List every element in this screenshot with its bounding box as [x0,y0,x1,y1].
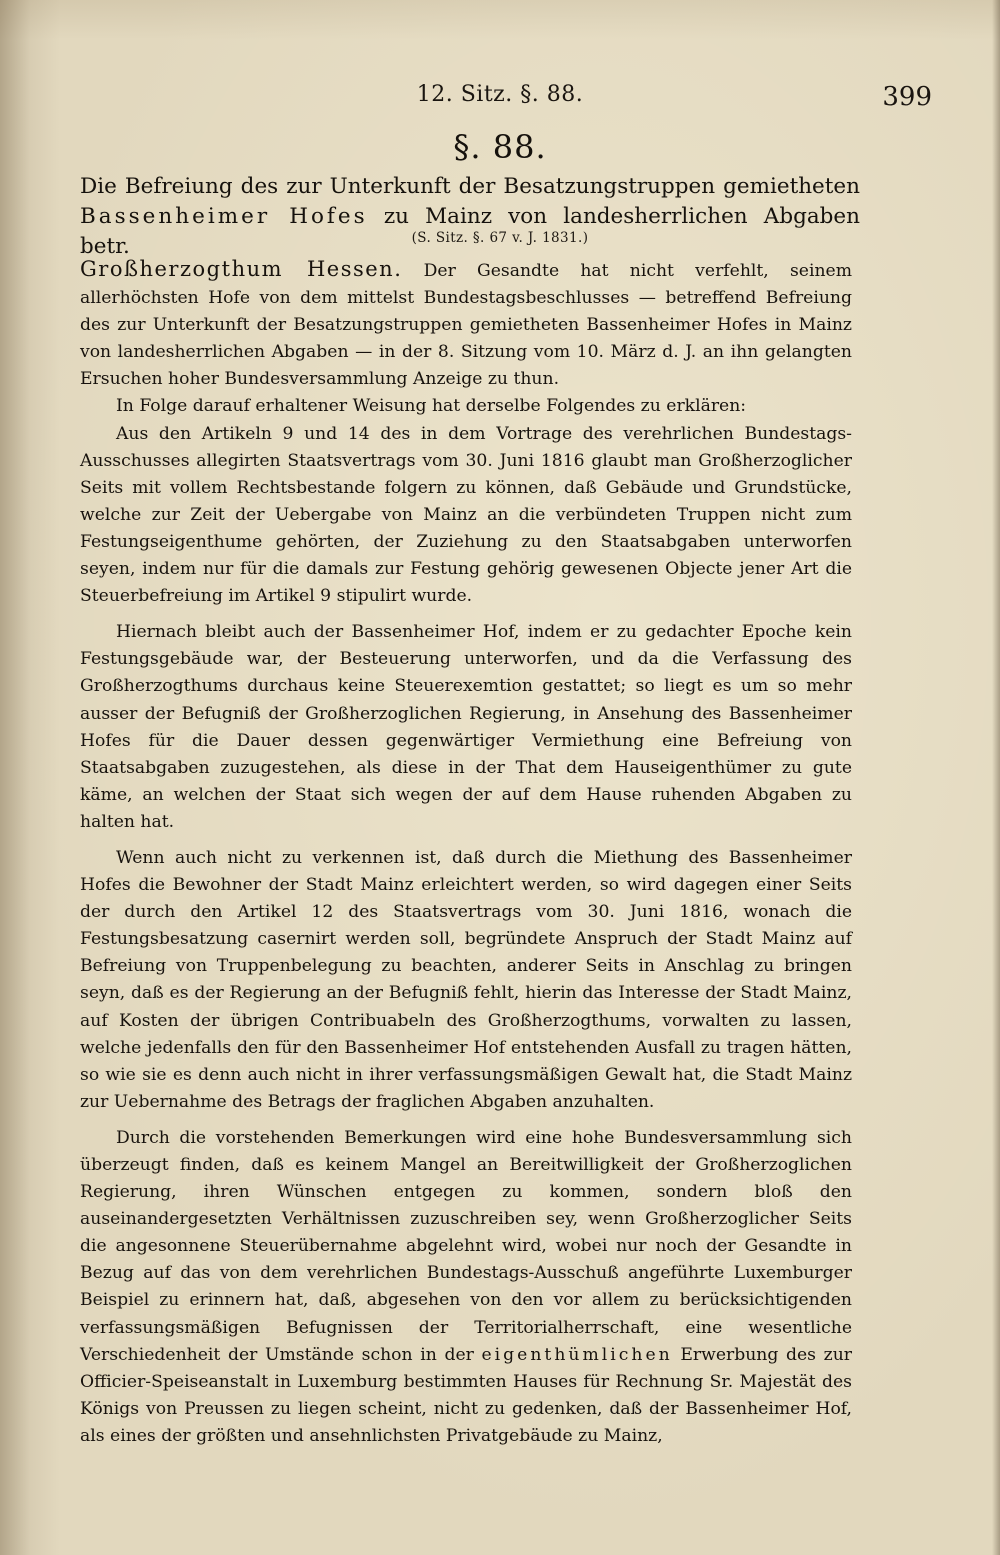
section-title-part2: zu Mainz von landesherrlichen Abgaben betr. [80,204,860,259]
paragraph: Aus den Artikeln 9 und 14 des in dem Vortrage des verehrlichen Bundestags-Ausschusses allegirten Staatsvertrags vom 30. Juni 1816 glaubt man Großherzoglicher Seits mit vollem Rechtsbestande folgern zu können, daß Gebäude und Grundstücke, welche zur Zeit der Uebergabe von Mainz an die verbündeten Truppen nicht zum Festungseigenthume gehörten, der Zuziehung zu den Staatsabgaben unterworfen seyen, indem nur für die damals zur Festung gehörig gewesenen Objecte jener Art die Steuerbefreiung im Artikel 9 stipulirt wurde. [80,423,852,607]
paragraph: In Folge darauf erhaltener Weisung hat derselbe Folgendes zu erklären: [116,396,747,417]
paragraph-text: Erwerbung des zur Officier-Speiseanstalt in Luxemburg bestimmten Hauses für Rechnung Sr. Majestät des Königs von Preussen zu liegen scheint, nicht zu gedenken, daß der Bassenheimer Hof, als eines der größten und ansehnlichsten Privatgebäude zu Mainz, [80,1344,852,1446]
running-title: 12. Sitz. §. 88. [416,82,584,107]
section-title-spaced: Bassenheimer Hofes [80,204,368,229]
section-title-part1: Die Befreiung des zur Unterkunft der Besatzungstruppen gemietheten [80,174,860,199]
paragraph [80,256,852,393]
paragraph [80,1125,852,1450]
page-header [80,82,940,116]
section-title [80,172,860,262]
paragraph-text: Durch die vorstehenden Bemerkungen wird eine hohe Bundesversammlung sich überzeugt finden, daß es keinem Mangel an Bereitwilligkeit der Großherzoglichen Regierung, ihren Wünschen entgegen zu kommen, sondern bloß den auseinandergesetzten Verhältnissen zuzuschreiben sey, wenn Großherzoglicher Seits die angesonnene Steuerübernahme abgelehnt wird, wobei nur noch der Gesandte in Bezug auf das von dem verehrlichen Bundestags-Ausschuß angeführte Luxemburger Beispiel zu erinnern hat, daß, abgesehen von den vor allem zu berücksichtigenden verfassungsmäßigen Befugnissen der Territorialherrschaft, eine wesentliche Verschiedenheit der Umstände schon in der [80,1127,852,1365]
lead-heading: Großherzogthum Hessen. [80,257,403,281]
paragraph-text: Der Gesandte hat nicht verfehlt, seinem allerhöchsten Hofe von dem mittelst Bundestagsbeschlusses — betreffend Befreiung des zur Unterkunft der Besatzungstruppen gemietheten Bassenheimer Hofes in Mainz von landesherrlichen Abgaben — in der 8. Sitzung vom 10. März d. J. an ihn gelangten Ersuchen hoher Bundesversammlung Anzeige zu thun. [80,261,852,390]
section-number: §. 88. [453,128,547,166]
page-number: 399 [882,82,932,112]
section-citation: (S. Sitz. §. 67 v. J. 1831.) [411,230,589,246]
paragraph: Hiernach bleibt auch der Bassenheimer Hof, indem er zu gedachter Epoche kein Festungsgebäude war, der Besteuerung unterworfen, und da die Verfassung des Großherzogthums durchaus keine Steuerexemtion gestattet; so liegt es um so mehr ausser der Befugniß der Großherzoglichen Regierung, in Ansehung des Bassenheimer Hofes für die Dauer dessen gegenwärtiger Vermiethung eine Befreiung von Staatsabgaben zuzugestehen, als diese in der That dem Hauseigenthümer zu gute käme, an welchen der Staat sich wegen der auf dem Hause ruhenden Abgaben zu halten hat. [80,622,852,832]
spaced-word: eigenthümlichen [481,1344,673,1365]
paragraph: Wenn auch nicht zu verkennen ist, daß durch die Miethung des Bassenheimer Hofes die Bewohner der Stadt Mainz erleichtert werden, so wird dagegen einer Seits der durch den Artikel 12 des Staatsvertrags vom 30. Juni 1816, wonach die Festungsbesatzung casernirt werden soll, begründete Anspruch der Stadt Mainz auf Befreiung von Truppenbelegung zu beachten, anderer Seits in Anschlag zu bringen seyn, daß es der Regierung an der Befugniß fehlt, hierin das Interesse der Stadt Mainz, auf Kosten der übrigen Contribuabeln des Großherzogthums, vorwalten zu lassen, welche jedenfalls den für den Bassenheimer Hof entstehenden Ausfall zu tragen hätten, so wie sie es denn auch nicht in ihrer verfassungsmäßigen Gewalt hat, die Stadt Mainz zur Uebernahme des Betrags der fraglichen Abgaben anzuhalten. [80,847,852,1112]
body-text [80,256,852,1450]
